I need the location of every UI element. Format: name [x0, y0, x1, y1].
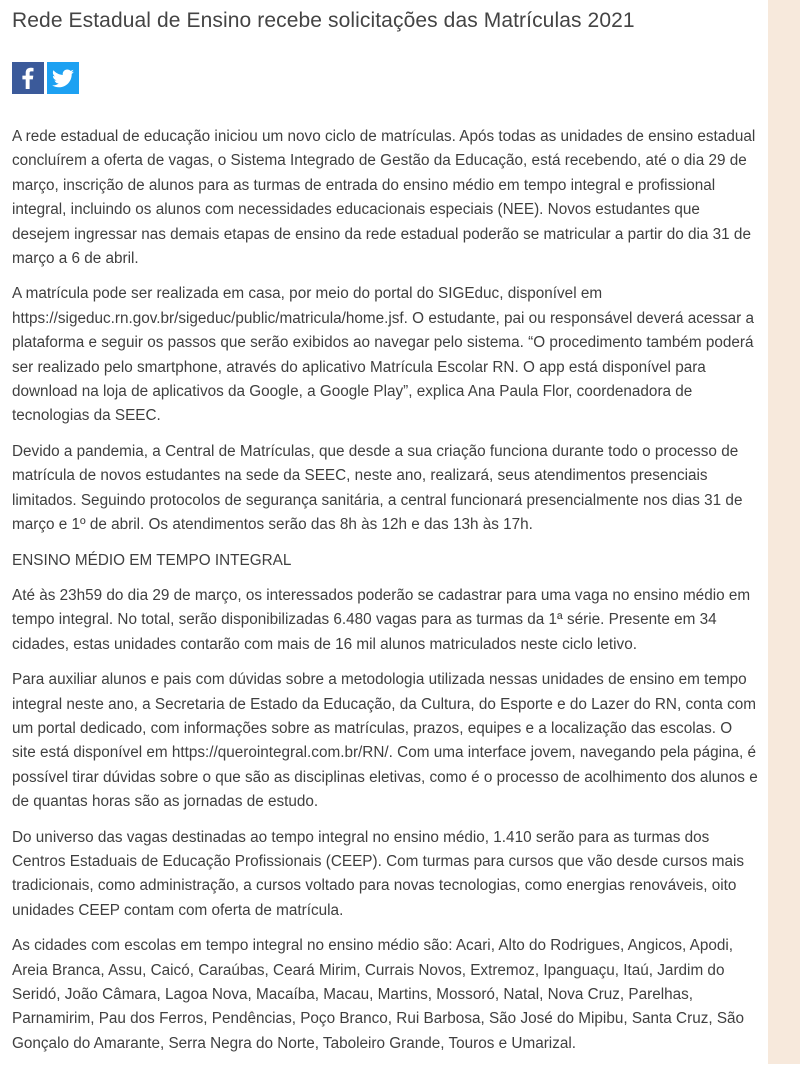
twitter-share-button[interactable] [47, 62, 79, 94]
share-buttons [12, 62, 758, 94]
paragraph: Devido a pandemia, a Central de Matrículas, que desde a sua criação funciona durante todo o processo de matrícula de novos estudantes na sede da SEEC, neste ano, realizará, seus atendimentos presenciais limitados. Seguindo protocolos de segurança sanitária, a central funcionará presencialmente nos dias 31 de março e 1º de abril. Os atendimentos serão das 8h às 12h e das 13h às 17h. [12, 442, 743, 534]
paragraph: As cidades com escolas em tempo integral no ensino médio são: Acari, Alto do Rodrigues, Angicos, Apodi, Areia Branca, Assu, Caicó, Caraúbas, Ceará Mirim, Currais Novos, Extremoz, Ipanguaçu, Itaú, Jardim do Seridó, João Câmara, Lagoa Nova, Macaíba, Macau, Martins, Mossoró, Natal, Nova Cruz, Parelhas, Parnamirim, Pau dos Ferros, Pendências, Poço Branco, Rui Barbosa, São José do Mipibu, Santa Cruz, São Gonçalo do Amarante, Serra Negra do Norte, Taboleiro Grande, Touros e Umarizal. [12, 937, 745, 1052]
paragraph: A rede estadual de educação iniciou um novo ciclo de matrículas. Após todas as unidades de ensino estadual concluírem a oferta de vagas, o Sistema Integrado de Gestão da Educação, está recebendo, até o dia 29 de março, inscrição de alunos para as turmas de entrada do ensino médio em tempo integral e profissional integral, incluindo os alunos com necessidades educacionais especiais (NEE). Novos estudantes que desejem ingressar nas demais etapas de ensino da rede estadual poderão se matricular a partir do dia 31 de março a 6 de abril. [12, 128, 756, 268]
paragraph: Do universo das vagas destinadas ao tempo integral no ensino médio, 1.410 serão para as turmas dos Centros Estaduais de Educação Profissionais (CEEP). Com turmas para cursos que vão desde cursos mais tradicionais, como administração, a cursos voltado para novas tecnologias, como energias renováveis, oito unidades CEEP contam com oferta de matrícula. [12, 828, 745, 919]
facebook-share-button[interactable] [12, 62, 44, 94]
facebook-icon [12, 62, 44, 94]
paragraph: Para auxiliar alunos e pais com dúvidas sobre a metodologia utilizada nessas unidades de ensino em tempo integral neste ano, a Secretaria de Estado da Educação, da Cultura, do Esporte e do Lazer do RN, conta com um portal dedicado, com informações sobre as matrículas, prazos, equipes e a localização das escolas. O site está disponível em https://querointegral.com.br/RN/. Com uma interface jovem, navegando pela página, é possível tirar dúvidas sobre o que são as disciplinas eletivas, como é o processo de acolhimento dos alunos e de quantas horas são as jornadas de estudo. [12, 671, 758, 811]
section-heading: ENSINO MÉDIO EM TEMPO INTEGRAL [12, 551, 292, 569]
paragraph: A matrícula pode ser realizada em casa, por meio do portal do SIGEduc, disponível em https://sigeduc.rn.gov.br/sigeduc/public/matricula/home.jsf. O estudante, pai ou responsável deverá acessar a plataforma e seguir os passos que serão exibidos ao navegar pelo sistema. “O procedimento também poderá ser realizado pelo smartphone, através do aplicativo Matrícula Escolar RN. O app está disponível para download na loja de aplicativos da Google, a Google Play”, explica Ana Paula Flor, coordenadora de tecnologias da SEEC. [12, 285, 755, 425]
article-title: Rede Estadual de Ensino recebe solicitações das Matrículas 2021 [12, 9, 635, 32]
paragraph: Até às 23h59 do dia 29 de março, os interessados poderão se cadastrar para uma vaga no ensino médio em tempo integral. No total, serão disponibilizadas 6.480 vagas para as turmas da 1ª série. Presente em 34 cidades, estas unidades contarão com mais de 16 mil alunos matriculados neste ciclo letivo. [12, 586, 751, 653]
page-side-background [768, 0, 800, 1064]
twitter-icon [47, 62, 79, 94]
article [12, 0, 758, 1067]
article-body [12, 125, 758, 1056]
